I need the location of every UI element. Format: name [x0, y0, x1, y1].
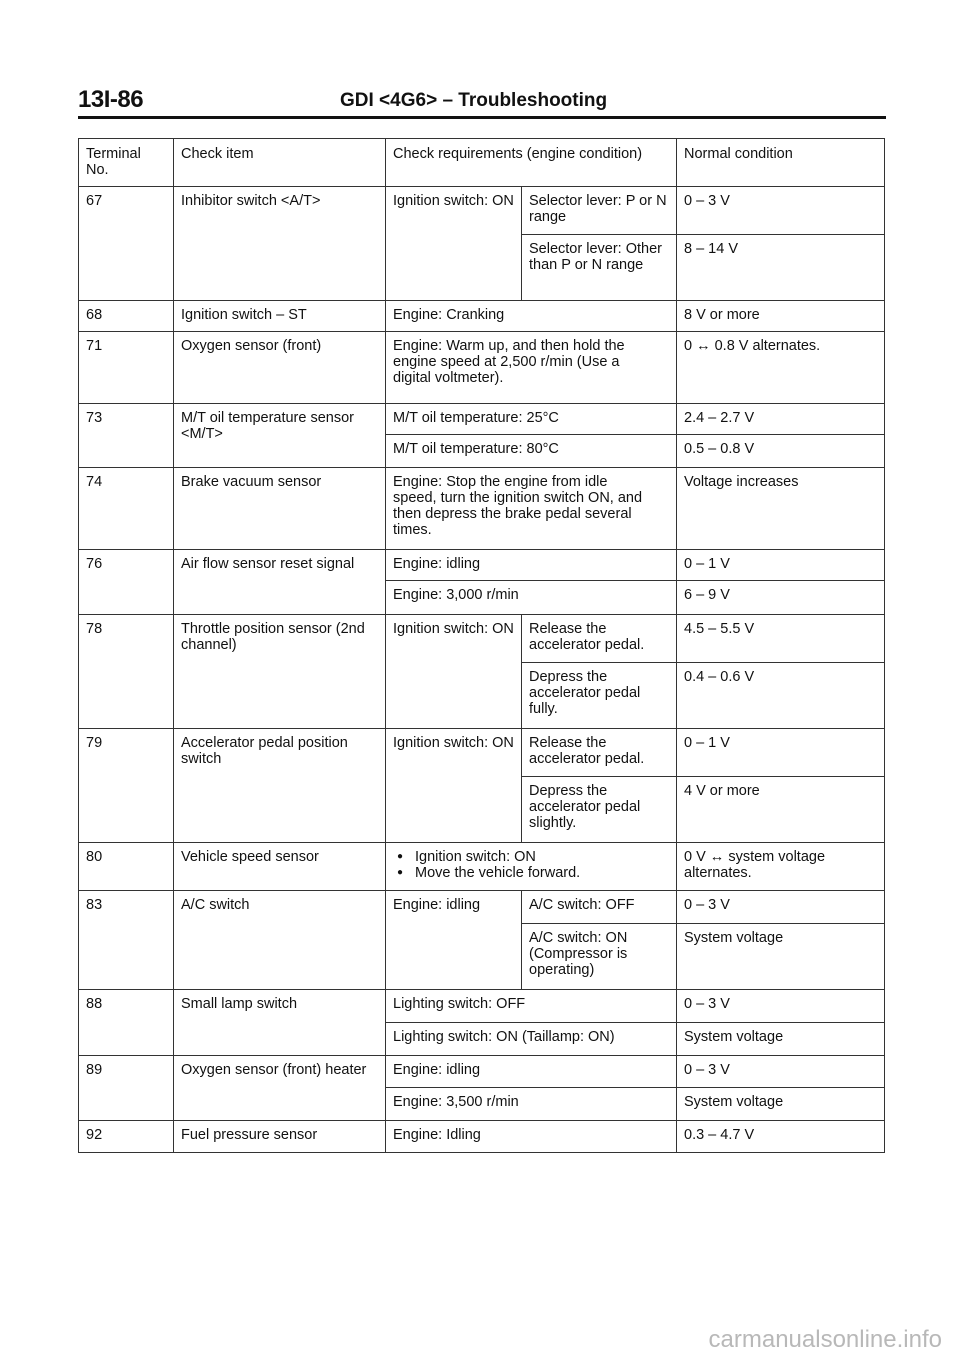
check-item: Small lamp switch [174, 990, 386, 1056]
check-item: Accelerator pedal position switch [174, 729, 386, 843]
normal-condition: 4 V or more [677, 777, 885, 843]
terminal-80: 80 [79, 843, 174, 891]
normal-condition: 6 – 9 V [677, 581, 885, 615]
page-title: GDI <4G6> – Troubleshooting [340, 90, 608, 111]
normal-condition: 0 – 1 V [677, 729, 885, 777]
requirement: Engine: Warm up, and then hold the engine speed at 2,500 r/min (Use a digital voltmeter). [386, 332, 677, 404]
table-header-row [79, 139, 885, 187]
sub-requirement: Selector lever: P or N range [522, 187, 677, 235]
terminal-73: 73 [79, 404, 174, 468]
check-item: Vehicle speed sensor [174, 843, 386, 891]
terminal-74: 74 [79, 468, 174, 550]
check-item: Ignition switch – ST [174, 301, 386, 332]
bullet-item: ● Move the vehicle forward. [393, 865, 669, 881]
header-rule [78, 116, 886, 119]
normal-condition: 4.5 – 5.5 V [677, 615, 885, 663]
normal-condition: System voltage [677, 924, 885, 990]
normal-condition: 0 – 3 V [677, 187, 885, 235]
requirement [386, 843, 677, 891]
requirement: Ignition switch: ON [386, 187, 522, 301]
requirement: Engine: 3,500 r/min [386, 1088, 677, 1121]
check-item: Brake vacuum sensor [174, 468, 386, 550]
requirement: Engine: Idling [386, 1121, 677, 1153]
table-row [79, 468, 885, 550]
header-requirements: Check requirements (engine condition) [386, 139, 677, 187]
normal-condition: 0.3 – 4.7 V [677, 1121, 885, 1153]
sub-requirement: Release the accelerator pedal. [522, 729, 677, 777]
terminal-83: 83 [79, 891, 174, 990]
sub-requirement: A/C switch: OFF [522, 891, 677, 924]
requirement: M/T oil temperature: 25°C [386, 404, 677, 435]
terminal-78: 78 [79, 615, 174, 729]
normal-condition: 0 – 1 V [677, 550, 885, 581]
normal-condition: 2.4 – 2.7 V [677, 404, 885, 435]
sub-requirement: A/C switch: ON (Compressor is operating) [522, 924, 677, 990]
requirement: Ignition switch: ON [386, 615, 522, 729]
header-normal-condition: Normal condition [677, 139, 885, 187]
table-row [79, 729, 885, 777]
check-item: Fuel pressure sensor [174, 1121, 386, 1153]
table-row [79, 550, 885, 581]
requirement: Engine: idling [386, 1056, 677, 1088]
page-header [78, 86, 886, 120]
check-item: Inhibitor switch <A/T> [174, 187, 386, 301]
table-row [79, 332, 885, 404]
check-item: Oxygen sensor (front) [174, 332, 386, 404]
terminal-92: 92 [79, 1121, 174, 1153]
table-row [79, 1121, 885, 1153]
terminal-71: 71 [79, 332, 174, 404]
sub-requirement: Depress the accelerator pedal slightly. [522, 777, 677, 843]
terminal-67: 67 [79, 187, 174, 301]
normal-condition: System voltage [677, 1023, 885, 1056]
normal-condition: 0 V ↔ system voltage alternates. [677, 843, 885, 891]
requirement: Engine: idling [386, 550, 677, 581]
normal-condition: 0 – 3 V [677, 891, 885, 924]
normal-condition: 0.5 – 0.8 V [677, 435, 885, 468]
requirement: Ignition switch: ON [386, 729, 522, 843]
table-row [79, 891, 885, 924]
normal-condition: Voltage increases [677, 468, 885, 550]
sub-requirement: Depress the accelerator pedal fully. [522, 663, 677, 729]
check-item: M/T oil temperature sensor <M/T> [174, 404, 386, 468]
terminal-68: 68 [79, 301, 174, 332]
normal-condition: 0 ↔ 0.8 V alternates. [677, 332, 885, 404]
requirement: Engine: 3,000 r/min [386, 581, 677, 615]
table-row [79, 990, 885, 1023]
check-item: Throttle position sensor (2nd channel) [174, 615, 386, 729]
requirement: Engine: Stop the engine from idle speed, turn the ignition switch ON, and then depress the brake pedal several times. [386, 468, 677, 550]
sub-requirement: Selector lever: Other than P or N range [522, 235, 677, 301]
requirement: Lighting switch: ON (Taillamp: ON) [386, 1023, 677, 1056]
table-row [79, 615, 885, 663]
normal-condition: System voltage [677, 1088, 885, 1121]
header-terminal: Terminal No. [79, 139, 174, 187]
normal-condition: 0 – 3 V [677, 1056, 885, 1088]
check-item: Oxygen sensor (front) heater [174, 1056, 386, 1121]
check-item: Air flow sensor reset signal [174, 550, 386, 615]
terminal-89: 89 [79, 1056, 174, 1121]
terminal-88: 88 [79, 990, 174, 1056]
requirement: Engine: idling [386, 891, 522, 990]
requirement: Engine: Cranking [386, 301, 677, 332]
sub-requirement: Release the accelerator pedal. [522, 615, 677, 663]
normal-condition: 0 – 3 V [677, 990, 885, 1023]
table-row [79, 187, 885, 235]
site-watermark: carmanualsonline.info [708, 1326, 942, 1353]
normal-condition: 8 – 14 V [677, 235, 885, 301]
bullet-item: ● Ignition switch: ON [393, 849, 669, 865]
page-number: 13I-86 [78, 86, 144, 113]
check-item: A/C switch [174, 891, 386, 990]
normal-condition: 8 V or more [677, 301, 885, 332]
normal-condition: 0.4 – 0.6 V [677, 663, 885, 729]
requirement: M/T oil temperature: 80°C [386, 435, 677, 468]
terminal-check-table [78, 138, 885, 1153]
header-check-item: Check item [174, 139, 386, 187]
table-row [79, 843, 885, 891]
requirement: Lighting switch: OFF [386, 990, 677, 1023]
table-row [79, 301, 885, 332]
table-row [79, 1056, 885, 1088]
table-row [79, 404, 885, 435]
terminal-79: 79 [79, 729, 174, 843]
terminal-76: 76 [79, 550, 174, 615]
